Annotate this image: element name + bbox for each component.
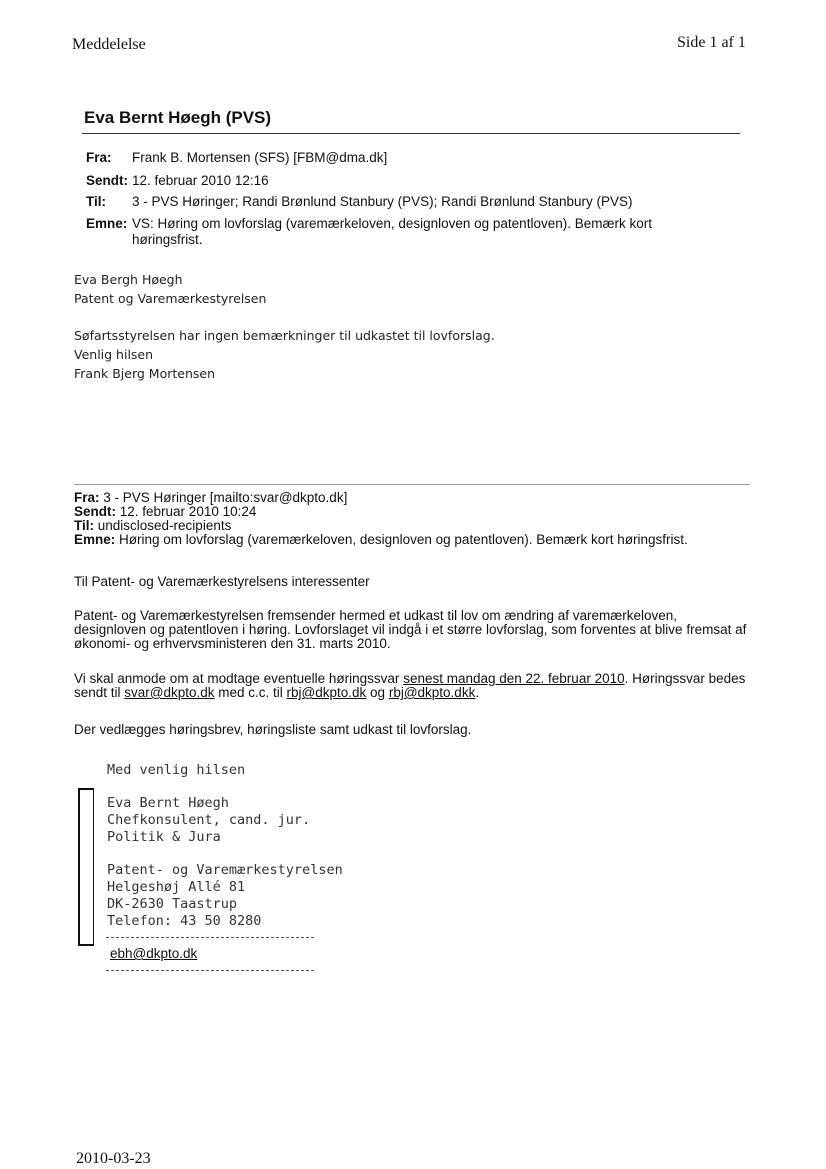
header-from-label: Fra: — [86, 150, 112, 165]
fwd-to — [74, 519, 231, 533]
fwd-from-label: Fra: — [74, 490, 100, 505]
signature-email-link[interactable]: ebh@dkpto.dk — [110, 946, 198, 961]
email-link[interactable]: svar@dkpto.dk — [124, 685, 215, 700]
header-to-value: 3 - PVS Høringer; Randi Brønlund Stanbury (PVS); Randi Brønlund Stanbury (PVS) — [132, 194, 633, 209]
header-sent-value: 12. februar 2010 12:16 — [132, 173, 269, 188]
header-from-value: Frank B. Mortensen (SFS) [FBM@dma.dk] — [132, 150, 388, 165]
signature-bracket — [78, 788, 94, 946]
header-to — [86, 194, 692, 210]
signature-divider — [106, 970, 314, 971]
header-subject — [86, 216, 692, 248]
signature-divider — [106, 937, 314, 938]
header-subject-label: Emne: — [86, 216, 128, 231]
header-subject-value: VS: Høring om lovforslag (varemærkeloven, designloven og patentloven). Bemærk kort høringsfrist. — [132, 216, 652, 247]
fwd-to-label: Til: — [74, 518, 94, 533]
header-from — [86, 150, 692, 166]
footer-date: 2010-03-23 — [76, 1150, 151, 1167]
email-link[interactable]: rbj@dkpto.dk — [286, 685, 367, 700]
signature-phone: Telefon: 43 50 8280 — [107, 913, 262, 929]
body-line: Patent og Varemærkestyrelsen — [74, 291, 267, 306]
fwd-from — [74, 491, 347, 505]
header-sent-label: Sendt: — [86, 173, 128, 188]
fwd-subject-value: Høring om lovforslag (varemærkeloven, designloven og patentloven). Bemærk kort høringsfrist. — [119, 532, 688, 547]
deadline-text: senest mandag den 22. februar 2010 — [403, 671, 625, 686]
body-line: Venlig hilsen — [74, 347, 154, 362]
mail-title: Eva Bernt Høegh (PVS) — [84, 108, 272, 127]
signature-dept: Politik & Jura — [107, 829, 221, 845]
fwd-sent-label: Sendt: — [74, 504, 116, 519]
fwd-paragraph: Patent- og Varemærkestyrelsen fremsender hermed et udkast til lov om ændring af varemærkeloven, designloven og patentloven i høring. Lovforslaget vil indgå i et større lovforslag, som forventes at blive fremsat af økonomi- og erhvervsministeren den 31. marts 2010. — [74, 608, 747, 651]
signature-name: Eva Bernt Høegh — [107, 795, 229, 811]
body-line: Eva Bergh Høegh — [74, 272, 183, 287]
header-to-label: Til: — [86, 194, 106, 209]
fwd-paragraph-deadline: Vi skal anmode om at modtage eventuelle høringssvar senest mandag den 22. februar 2010. Høringssvar bedes sendt til svar@dkpto.dk med c.c. til rbj@dkpto.dk og rbj@dkpto.dkk. — [74, 671, 746, 700]
forward-divider — [74, 484, 750, 485]
fwd-greeting: Til Patent- og Varemærkestyrelsens interessenter — [74, 574, 370, 589]
signature-org: Patent- og Varemærkestyrelsen — [107, 862, 343, 878]
page-header-left: Meddelelse — [72, 36, 146, 53]
fwd-sent-value: 12. februar 2010 10:24 — [119, 504, 257, 519]
fwd-sent — [74, 505, 256, 519]
signature-city: DK-2630 Taastrup — [107, 896, 238, 912]
signature-closing: Med venlig hilsen — [107, 762, 246, 778]
fwd-paragraph: Der vedlægges høringsbrev, høringsliste samt udkast til lovforslag. — [74, 722, 472, 737]
fwd-subject-label: Emne: — [74, 532, 116, 547]
signature-street: Helgeshøj Allé 81 — [107, 879, 246, 895]
fwd-subject — [74, 533, 688, 547]
signature-role: Chefkonsulent, cand. jur. — [107, 812, 311, 828]
body-line: Frank Bjerg Mortensen — [74, 366, 215, 381]
title-divider — [82, 133, 740, 134]
body-line: Søfartsstyrelsen har ingen bemærkninger til udkastet til lovforslag. — [74, 328, 495, 343]
fwd-to-value: undisclosed-recipients — [97, 518, 232, 533]
page-number: Side 1 af 1 — [677, 34, 746, 51]
header-sent — [86, 173, 692, 189]
email-link[interactable]: rbj@dkpto.dkk — [388, 685, 476, 700]
fwd-from-value: 3 - PVS Høringer [mailto:svar@dkpto.dk] — [103, 490, 348, 505]
